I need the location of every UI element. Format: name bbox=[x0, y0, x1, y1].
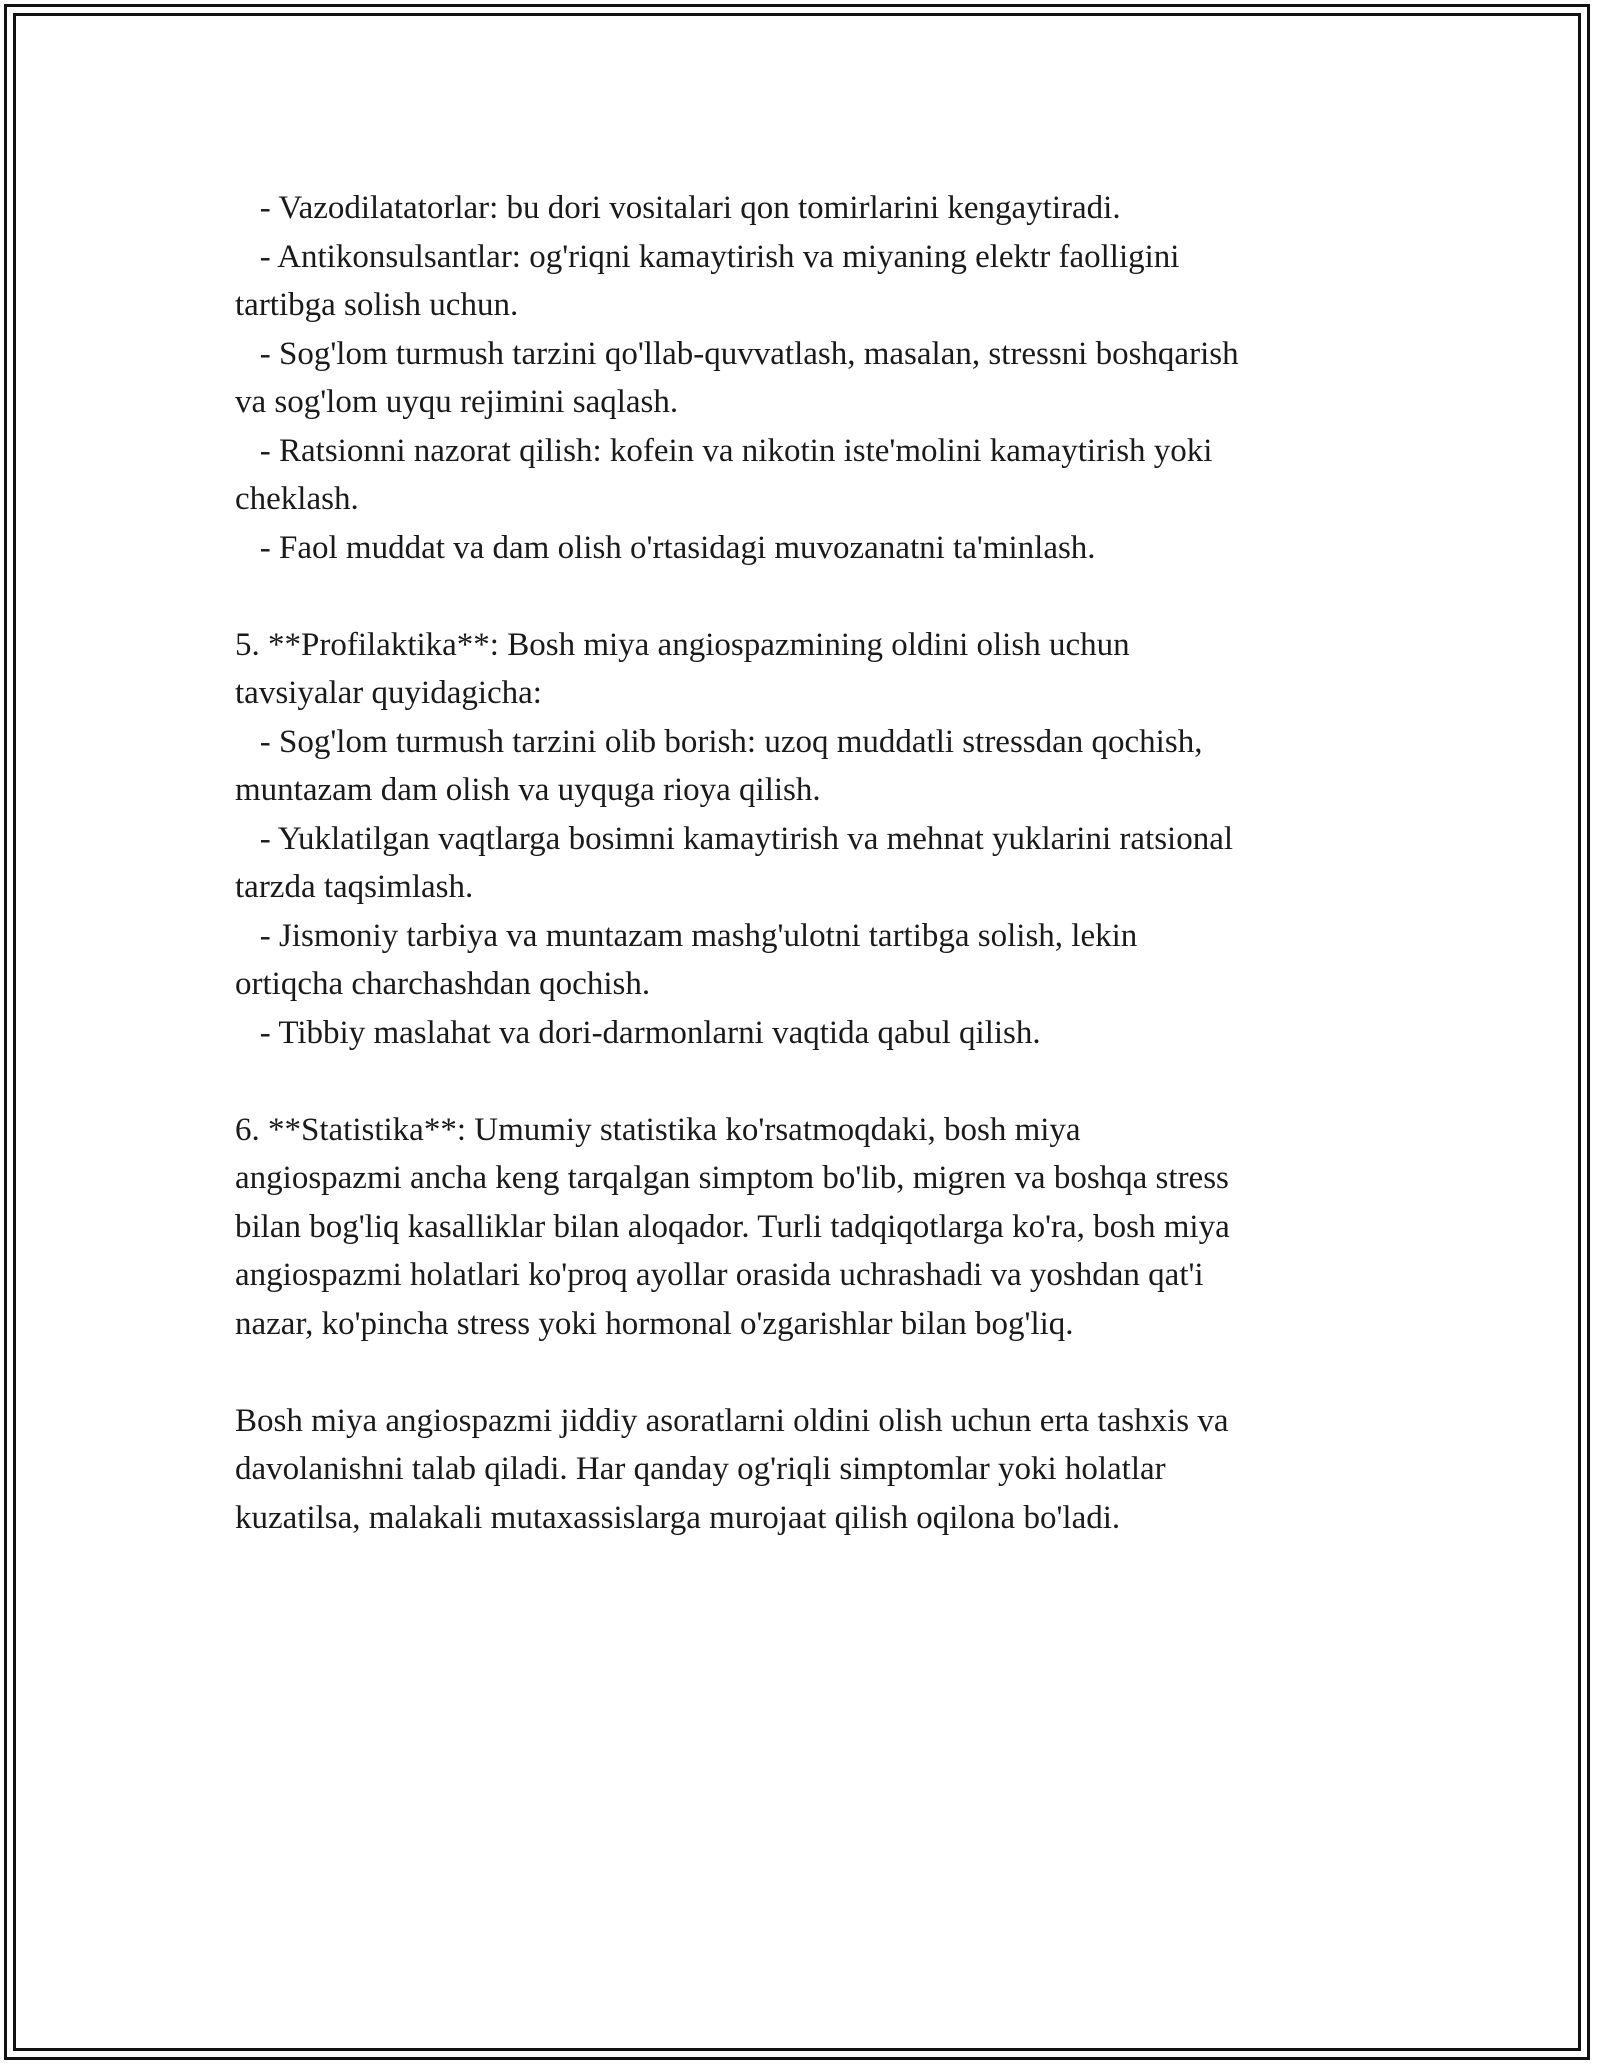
paragraph-gap bbox=[235, 572, 1375, 621]
text-line: - Ratsionni nazorat qilish: kofein va nikotin iste'molini kamaytirish yoki bbox=[235, 432, 1213, 469]
text-line: - Vazodilatatorlar: bu dori vositalari qon tomirlarini kengaytiradi. bbox=[235, 190, 1121, 226]
text-line: angiospazmi ancha keng tarqalgan simptom bo'lib, migren va boshqa stress bbox=[235, 1160, 1229, 1196]
text-line: ortiqcha charchashdan qochish. bbox=[235, 966, 651, 1002]
text-line: - Sog'lom turmush tarzini olib borish: uzoq muddatli stressdan qochish, bbox=[235, 723, 1203, 760]
text-line: - Jismoniy tarbiya va muntazam mashg'ulotni tartibga solish, lekin bbox=[235, 917, 1138, 954]
paragraph-gap bbox=[235, 1348, 1375, 1397]
text-line: tavsiyalar quyidagicha: bbox=[235, 675, 542, 711]
document-body bbox=[235, 184, 1375, 1542]
text-line: - Antikonsulsantlar: og'riqni kamaytirish va miyaning elektr faolligini bbox=[235, 238, 1180, 275]
text-line: tarzda taqsimlash. bbox=[235, 869, 474, 905]
text-line: - Faol muddat va dam olish o'rtasidagi muvozanatni ta'minlash. bbox=[235, 529, 1096, 566]
text-line: va sog'lom uyqu rejimini saqlash. bbox=[235, 384, 679, 420]
text-line: bilan bog'liq kasalliklar bilan aloqador. Turli tadqiqotlarga ko'ra, bosh miya bbox=[235, 1208, 1230, 1245]
text-line: kuzatilsa, malakali mutaxassislarga murojaat qilish oqilona bo'ladi. bbox=[235, 1499, 1121, 1536]
text-line: - Sog'lom turmush tarzini qo'llab-quvvatlash, masalan, stressni boshqarish bbox=[235, 335, 1239, 372]
text-line: nazar, ko'pincha stress yoki hormonal o'zgarishlar bilan bog'liq. bbox=[235, 1305, 1074, 1342]
text-line: angiospazmi holatlari ko'proq ayollar orasida uchrashadi va yoshdan qat'i bbox=[235, 1257, 1204, 1293]
text-line: davolanishni talab qiladi. Har qanday og'riqli simptomlar yoki holatlar bbox=[235, 1451, 1166, 1487]
section-heading-line: 6. **Statistika**: Umumiy statistika ko'rsatmoqdaki, bosh miya bbox=[235, 1111, 1081, 1148]
text-line: cheklash. bbox=[235, 481, 359, 517]
paragraph-gap bbox=[235, 1057, 1375, 1106]
text-line: Bosh miya angiospazmi jiddiy asoratlarni oldini olish uchun erta tashxis va bbox=[235, 1402, 1229, 1439]
text-line: - Yuklatilgan vaqtlarga bosimni kamaytirish va mehnat yuklarini ratsional bbox=[235, 820, 1234, 857]
section-heading-line: 5. **Profilaktika**: Bosh miya angiospazmining oldini olish uchun bbox=[235, 626, 1130, 663]
text-line: muntazam dam olish va uyquga rioya qilish. bbox=[235, 772, 821, 808]
text-line: - Tibbiy maslahat va dori-darmonlarni vaqtida qabul qilish. bbox=[235, 1014, 1041, 1051]
text-line: tartibga solish uchun. bbox=[235, 287, 519, 323]
